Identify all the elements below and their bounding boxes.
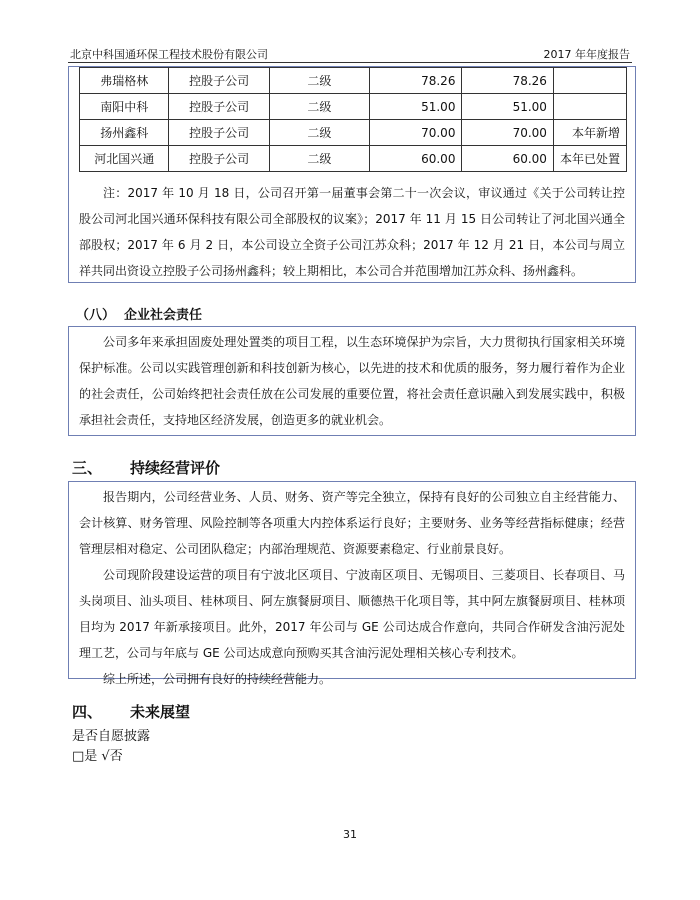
row-level: 二级 xyxy=(269,68,369,94)
row-name: 弗瑞格林 xyxy=(80,68,169,94)
row-ratio-1: 78.26 xyxy=(370,68,462,94)
row-name: 河北国兴通 xyxy=(80,146,169,172)
row-remark xyxy=(553,94,626,120)
row-ratio-1: 51.00 xyxy=(370,94,462,120)
section-4-heading xyxy=(72,701,190,722)
table-row xyxy=(80,120,627,146)
row-ratio-2: 60.00 xyxy=(462,146,553,172)
section-8-number: （八） xyxy=(76,308,116,323)
disclosure-question: 是否自愿披露 xyxy=(72,729,151,744)
subsidiary-box xyxy=(68,66,636,283)
section-3-heading xyxy=(72,457,220,478)
company-name: 北京中科国通环保工程技术股份有限公司 xyxy=(70,48,268,61)
section-3-title: 持续经营评价 xyxy=(130,459,221,477)
social-responsibility-box xyxy=(68,326,636,436)
section-8-title: 企业社会责任 xyxy=(124,308,203,323)
going-concern-box xyxy=(68,481,636,686)
table-row xyxy=(80,68,627,94)
section-8-heading xyxy=(76,304,202,323)
row-type: 控股子公司 xyxy=(169,120,269,146)
row-remark xyxy=(553,68,626,94)
row-level: 二级 xyxy=(269,120,369,146)
page-header xyxy=(68,44,632,63)
row-ratio-1: 60.00 xyxy=(370,146,462,172)
row-remark: 本年新增 xyxy=(553,120,626,146)
subsidiary-note: 注：2017 年 10 月 18 日，公司召开第一届董事会第二十一次会议，审议通过《关于公司转让控股公司河北国兴通环保科技有限公司全部股权的议案》；2017 年 11 月 15 日公司转让了河北国兴通全部股权；2017 年 6 月 2 日，本公司设立全资子公司江苏众科；2017 年 12 月 21 日，本公司与周立祥共同出资设立控股子公司扬州鑫科；较上期相比，本公司合并范围增加江苏众科、扬州鑫科。 xyxy=(79,186,625,278)
row-name: 扬州鑫科 xyxy=(80,120,169,146)
section-4-title: 未来展望 xyxy=(130,703,191,721)
report-title: 2017 年年度报告 xyxy=(543,48,630,61)
section-4-number: 四、 xyxy=(72,703,103,721)
row-type: 控股子公司 xyxy=(169,146,269,172)
row-type: 控股子公司 xyxy=(169,68,269,94)
row-name: 南阳中科 xyxy=(80,94,169,120)
row-level: 二级 xyxy=(269,146,369,172)
row-type: 控股子公司 xyxy=(169,94,269,120)
social-responsibility-text: 公司多年来承担固废处理处置类的项目工程，以生态环境保护为宗旨，大力贯彻执行国家相关环境保护标准。公司以实践管理创新和科技创新为核心，以先进的技术和优质的服务，努力履行着作为企业的社会责任，公司始终把社会责任放在公司发展的重要位置，将社会责任意识融入到发展实践中，积极承担社会责任，支持地区经济发展，创造更多的就业机会。 xyxy=(79,335,625,427)
row-ratio-1: 70.00 xyxy=(370,120,462,146)
row-ratio-2: 70.00 xyxy=(462,120,553,146)
going-concern-paragraph: 公司现阶段建设运营的项目有宁波北区项目、宁波南区项目、无锡项目、三菱项目、长春项目、马头岗项目、汕头项目、桂林项目、阿左旗餐厨项目、顺德热干化项目等，其中阿左旗餐厨项目、桂林项目均为 2017 年新承接项目。此外，2017 年公司与 GE 公司达成合作意向，共同合作研发含油污泥处理工艺，公司与年底与 GE 公司达成意向预购买其含油污泥处理相关核心专利技术。 xyxy=(79,568,625,660)
row-ratio-2: 78.26 xyxy=(462,68,553,94)
section-3-number: 三、 xyxy=(72,459,103,477)
row-remark: 本年已处置 xyxy=(553,146,626,172)
subsidiary-table xyxy=(79,67,627,172)
disclosure-answer: □是 √否 xyxy=(72,749,123,764)
going-concern-text xyxy=(79,484,625,692)
going-concern-paragraph: 报告期内，公司经营业务、人员、财务、资产等完全独立，保持有良好的公司独立自主经营能力、会计核算、财务管理、风险控制等各项重大内控体系运行良好；主要财务、业务等经营指标健康；经营管理层相对稳定、公司团队稳定；内部治理规范、资源要素稳定、行业前景良好。 xyxy=(79,490,625,556)
row-level: 二级 xyxy=(269,94,369,120)
table-row xyxy=(80,146,627,172)
table-row xyxy=(80,94,627,120)
page-number: 31 xyxy=(343,828,357,841)
row-ratio-2: 51.00 xyxy=(462,94,553,120)
going-concern-paragraph: 综上所述，公司拥有良好的持续经营能力。 xyxy=(103,672,332,686)
